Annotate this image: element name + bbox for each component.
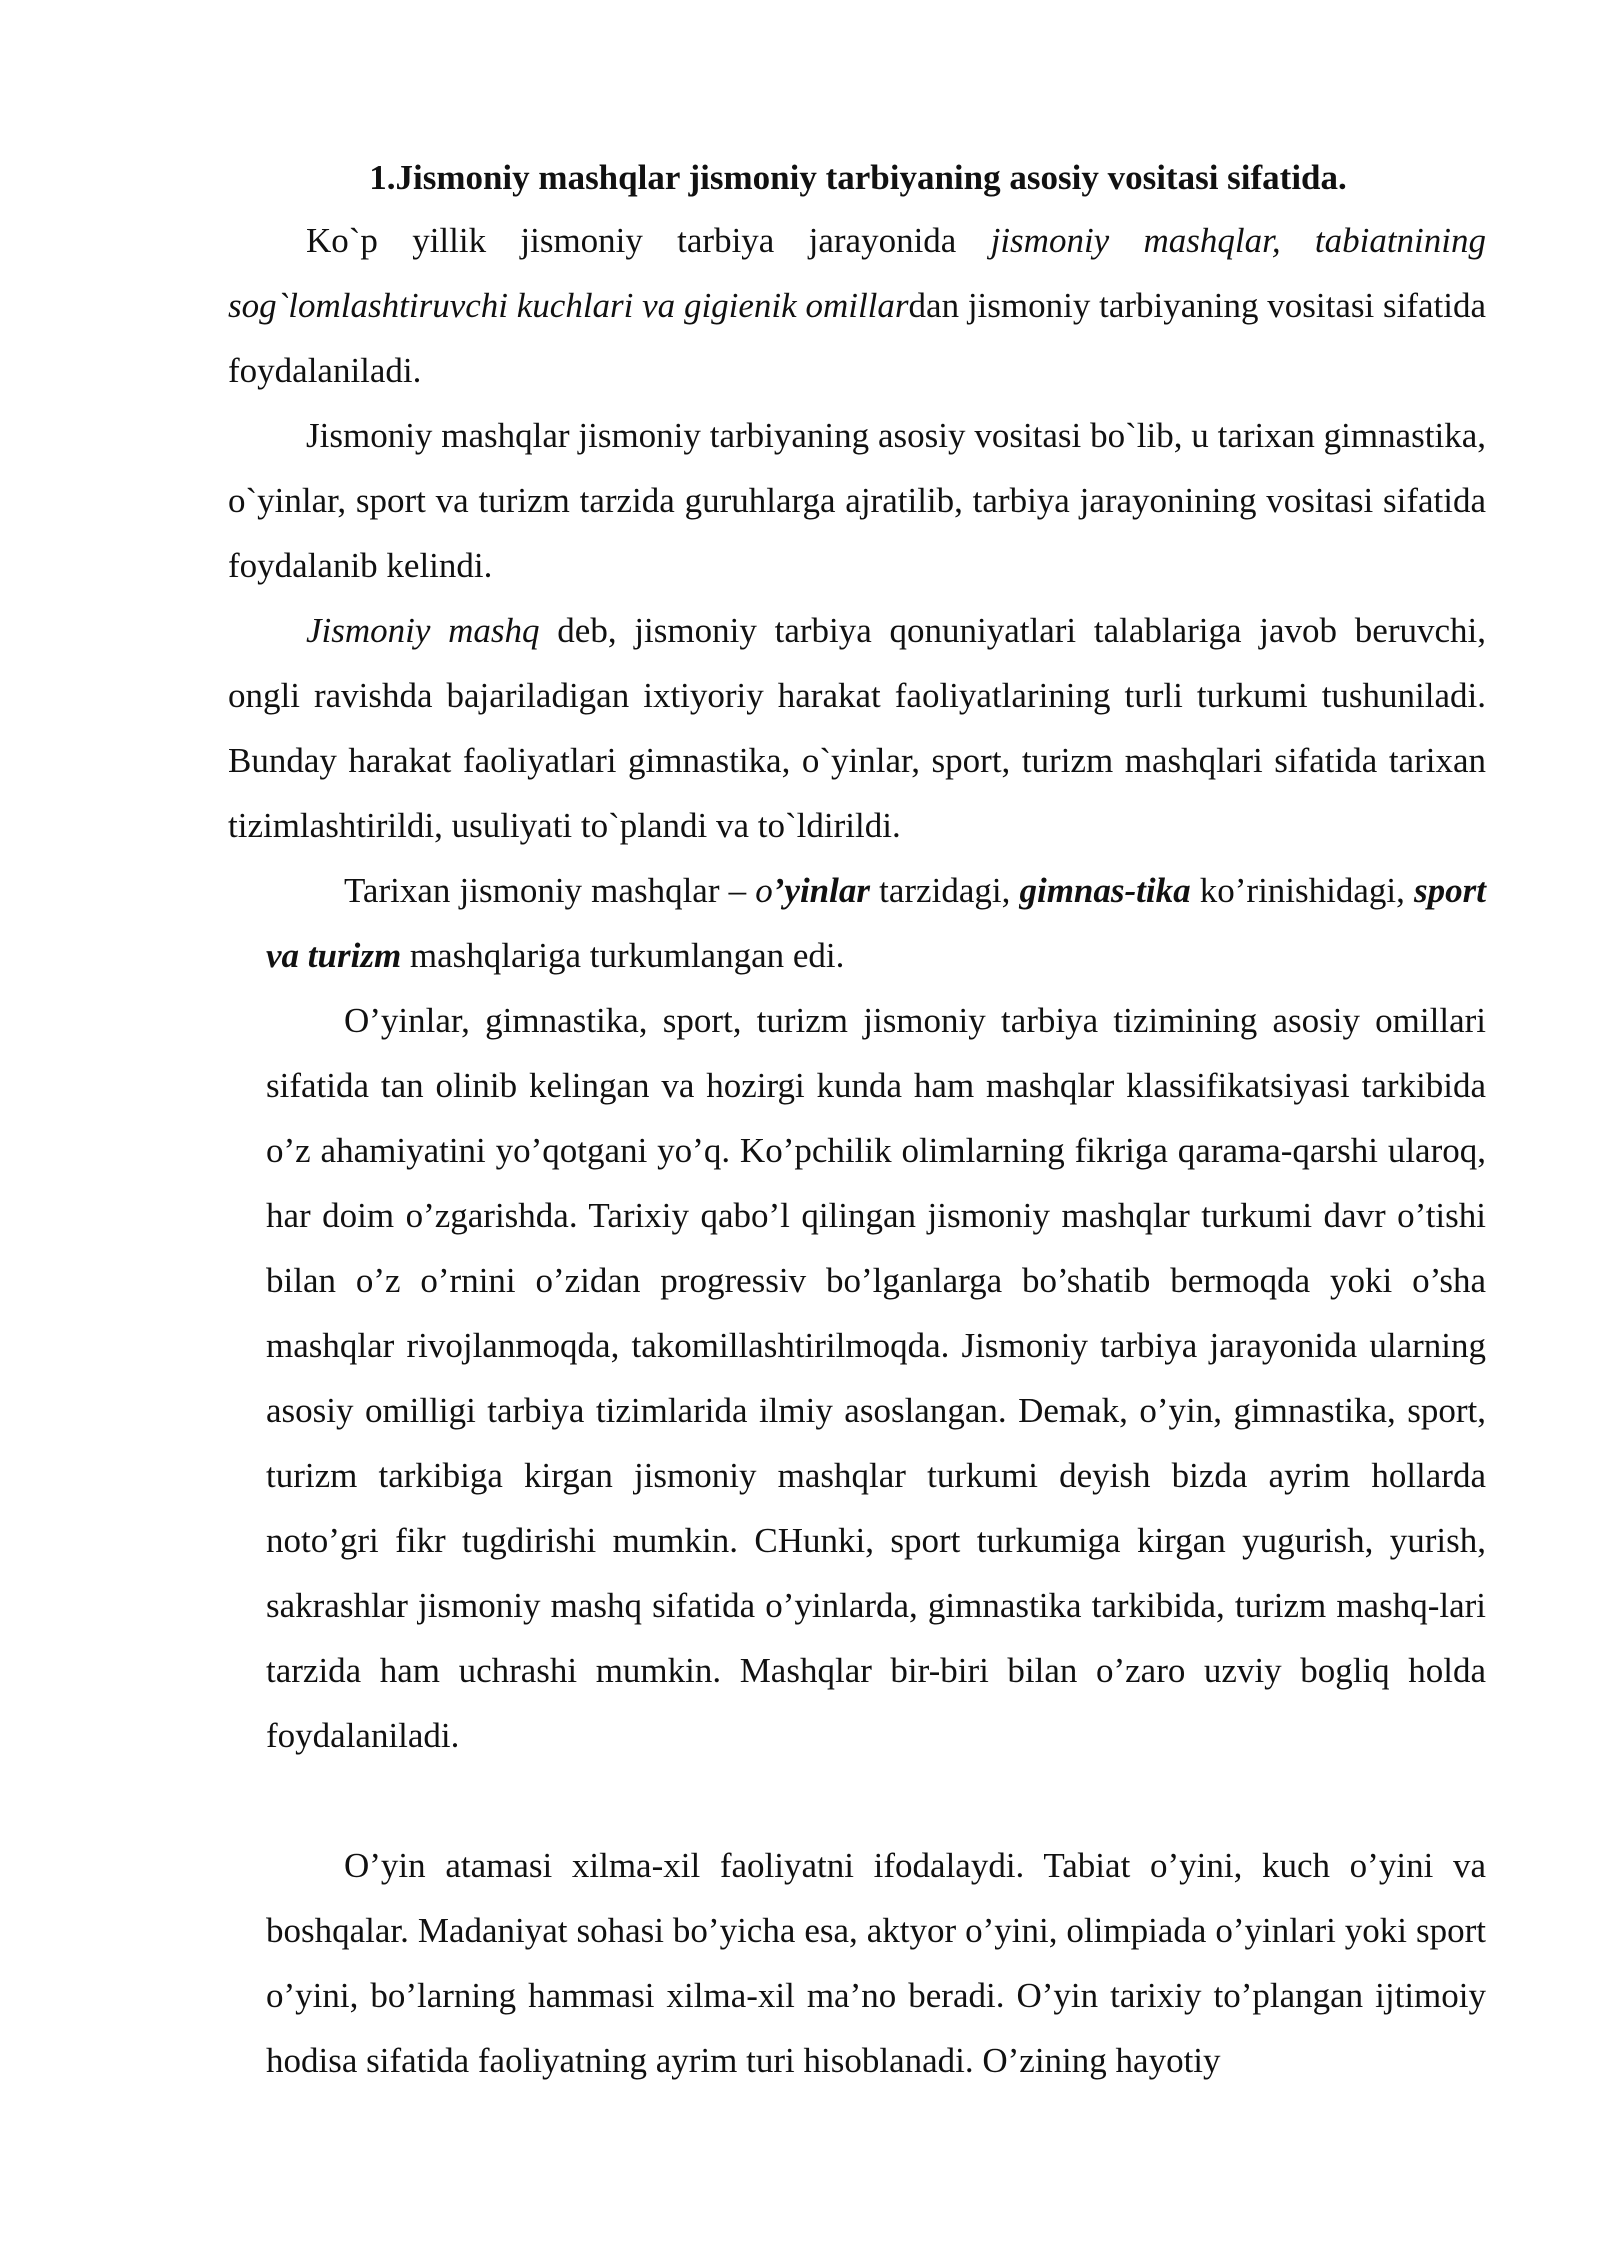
paragraph-4 <box>266 858 1486 988</box>
paragraph-3 <box>228 598 1486 858</box>
paragraph-4-text-a: Tarixan jismoniy mashqlar – <box>344 871 756 910</box>
paragraph-4-text-c: ko’rinishidagi, <box>1190 871 1415 910</box>
paragraph-3-term: Jismoniy mashq <box>306 611 540 650</box>
paragraph-4-text-b: tarzidagi, <box>870 871 1020 910</box>
paragraph-1-text-b: dan jismoniy tarbiyaning vositasi sifatida foydalaniladi. <box>228 286 1487 390</box>
paragraph-6: O’yin atamasi xilma-xil faoliyatni ifodalaydi. Tabiat o’yini, kuch o’yini va boshqalar. Madaniyat sohasi bo’yicha esa, aktyor o’yini, olimpiada o’yinlari yoki sport o’yini, bo’larning hammasi xilma-xil ma’no beradi. O’yin tarixiy to’plangan ijtimoiy hodisa sifatida faoliyatning ayrim turi hisoblanadi. O’zining hayotiy <box>266 1846 1486 2080</box>
paragraph-4-term-gimnastika: gimnas-tika <box>1019 871 1191 910</box>
paragraph-4-term-oyinlar-o: o <box>755 871 773 910</box>
paragraph-3-text: deb, jismoniy tarbiya qonuniyatlari talablariga javob beruvchi, ongli ravishda bajariladigan ixtiyoriy harakat faoliyatlarining turli turkumi tushuniladi. Bunday harakat faoliyatlari gimnastika, o`yinlar, sport, turizm mashqlari sifatida tarixan tizimlashtirildi, usuliyati to`plandi va to`ldirildi. <box>228 611 1487 845</box>
paragraph-4-term-oyinlar: ’yinlar <box>772 871 870 910</box>
paragraph-2: Jismoniy mashqlar jismoniy tarbiyaning asosiy vositasi bo`lib, u tarixan gimnastika, o`yinlar, sport va turizm tarzida guruhlarga ajratilib, tarbiya jarayonining vositasi sifatida foydalanib kelindi. <box>228 416 1486 585</box>
paragraph-1-text-a: Ko`p yillik jismoniy tarbiya jarayonida <box>306 221 991 260</box>
paragraph-1 <box>228 208 1486 403</box>
paragraph-4-text-d: mashqlariga turkumlangan edi. <box>401 936 845 975</box>
paragraph-5: O’yinlar, gimnastika, sport, turizm jismoniy tarbiya tizimining asosiy omillari sifatida tan olinib kelingan va hozirgi kunda ham mashqlar klassifikatsiyasi tarkibida o’z ahamiyatini yo’qotgani yo’q. Ko’pchilik olimlarning fikriga qarama-qarshi ularoq, har doim o’zgarishda. Tarixiy qabo’l qilingan jismoniy mashqlar turkumi davr o’tishi bilan o’z o’rnini o’zidan progressiv bo’lganlarga bo’shatib bermoqda yoki o’sha mashqlar rivojlanmoqda, takomillashtirilmoqda. Jismoniy tarbiya jarayonida ularning asosiy omilligi tarbiya tizimlarida ilmiy asoslangan. Demak, o’yin, gimnastika, sport, turizm tarkibiga kirgan jismoniy mashqlar turkumi deyish bizda ayrim hollarda noto’gri fikr tugdirishi mumkin. CHunki, sport turkumiga kirgan yugurish, yurish, sakrashlar jismoniy mashq sifatida o’yinlarda, gimnastika tarkibida, turizm mashq-lari tarzida ham uchrashi mumkin. Mashqlar bir-biri bilan o’zaro uzviy bogliq holda foydalaniladi. <box>266 1001 1486 1755</box>
section-heading: 1.Jismoniy mashqlar jismoniy tarbiyaning asosiy vositasi sifatida. <box>369 158 1347 197</box>
paragraph-1-italic: jismoniy mashqlar, tabiatnining sog`lomlashtiruvchi kuchlari va gigienik omillar <box>228 221 1486 325</box>
paragraph-4-term-sport-turizm: sport va turizm <box>266 871 1486 975</box>
